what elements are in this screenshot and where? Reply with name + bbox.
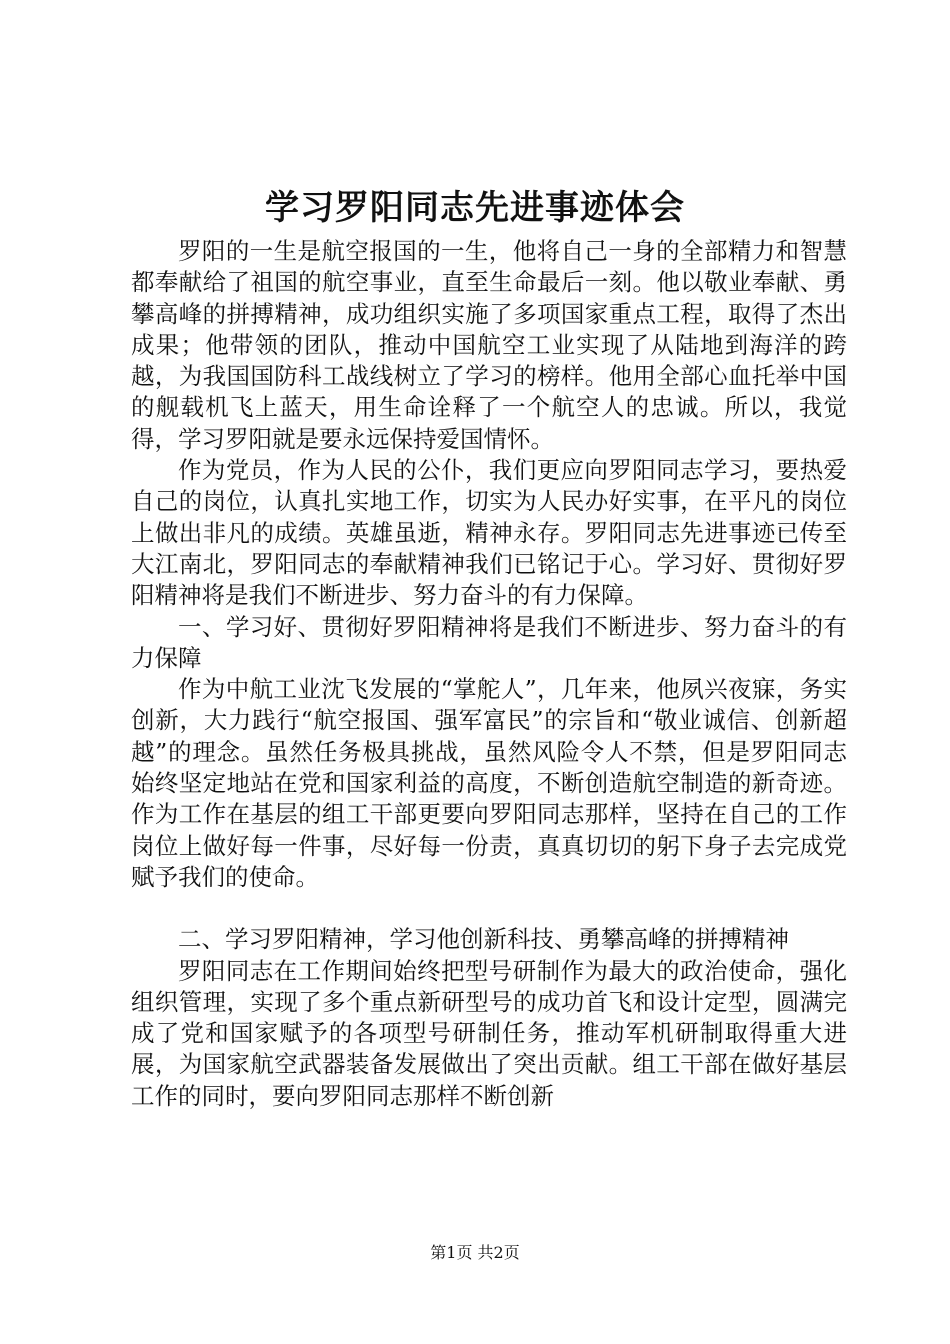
section-heading-1: 一、学习好、贯彻好罗阳精神将是我们不断进步、努力奋斗的有力保障	[131, 612, 847, 672]
paragraph-4: 罗阳同志在工作期间始终把型号研制作为最大的政治使命，强化组织管理，实现了多个重点新研型号的成功首飞和设计定型，圆满完成了党和国家赋予的各项型号研制任务，推动军机研制取得重大进展，为国家航空武器装备发展做出了突出贡献。组工干部在做好基层工作的同时，要向罗阳同志那样不断创新	[131, 956, 847, 1110]
section-heading-2: 二、学习罗阳精神，学习他创新科技、勇攀高峰的拼搏精神	[178, 925, 789, 954]
paragraph-1: 罗阳的一生是航空报国的一生，他将自己一身的全部精力和智慧都奉献给了祖国的航空事业，直至生命最后一刻。他以敬业奉献、勇攀高峰的拼搏精神，成功组织实施了多项国家重点工程，取得了杰出成果；他带领的团队，推动中国航空工业实现了从陆地到海洋的跨越，为我国国防科工战线树立了学习的榜样。他用全部心血托举中国的舰载机飞上蓝天，用生命诠释了一个航空人的忠诚。所以，我觉得，学习罗阳就是要永远保持爱国情怀。	[131, 237, 847, 453]
document-title: 学习罗阳同志先进事迹体会	[265, 188, 685, 228]
paragraph-2: 作为党员，作为人民的公仆，我们更应向罗阳同志学习，要热爱自己的岗位，认真扎实地工作，切实为人民办好实事，在平凡的岗位上做出非凡的成绩。英雄虽逝，精神永存。罗阳同志先进事迹已传至大江南北，罗阳同志的奉献精神我们已铭记于心。学习好、贯彻好罗阳精神将是我们不断进步、努力奋斗的有力保障。	[131, 456, 847, 610]
page-number-footer: 第1页 共2页	[430, 1243, 520, 1262]
document-body	[131, 236, 847, 1112]
paragraph-3: 作为中航工业沈飞发展的“掌舵人”，几年来，他夙兴夜寐，务实创新，大力践行“航空报国、强军富民”的宗旨和“敬业诚信、创新超越”的理念。虽然任务极具挑战，虽然风险令人不禁，但是罗阳同志始终坚定地站在党和国家利益的高度，不断创造航空制造的新奇迹。作为工作在基层的组工干部更要向罗阳同志那样，坚持在自己的工作岗位上做好每一件事，尽好每一份责，真真切切的躬下身子去完成党赋予我们的使命。	[131, 675, 847, 891]
